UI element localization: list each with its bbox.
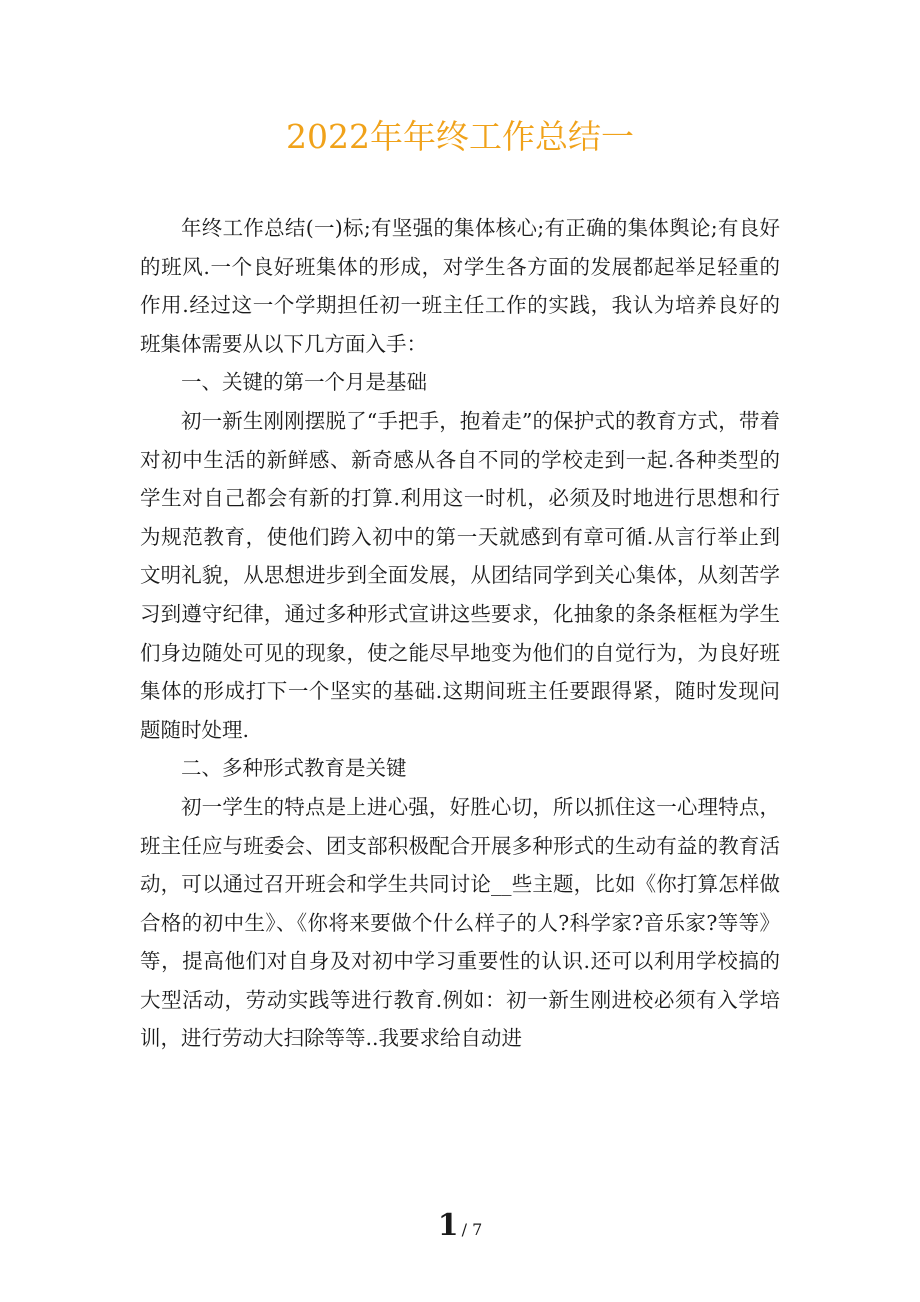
- current-page-number: 1: [437, 1208, 459, 1243]
- page-number: [0, 1206, 920, 1250]
- document-body: [140, 209, 780, 1058]
- page-separator: /: [461, 1220, 467, 1239]
- paragraph-intro: 年终工作总结(一)标;有坚强的集体核心;有正确的集体舆论;有良好的班风.一个良好班集体的形成，对学生各方面的发展都起举足轻重的作用.经过这一个学期担任初一班主任工作的实践，我认为培养良好的班集体需要从以下几方面入手：: [140, 216, 780, 356]
- paragraph-section-1: 初一新生刚刚摆脱了“手把手，抱着走”的保护式的教育方式，带着对初中生活的新鲜感、新奇感从各自不同的学校走到一起.各种类型的学生对自己都会有新的打算.利用这一时机，必须及时地进行思想和行为规范教育，使他们跨入初中的第一天就感到有章可循.从言行举止到文明礼貌，从思想进步到全面发展，从团结同学到关心集体，从刻苦学习到遵守纪律，通过多种形式宣讲这些要求，化抽象的条条框框为学生们身边随处可见的现象，使之能尽早地变为他们的自觉行为，为良好班集体的形成打下一个坚实的基础.这期间班主任要跟得紧，随时发现问题随时处理.: [140, 408, 780, 742]
- total-pages: 7: [472, 1220, 483, 1239]
- section-heading-2: 二、多种形式教育是关键: [181, 756, 407, 781]
- paragraph-section-2: 初一学生的特点是上进心强，好胜心切，所以抓住这一心理特点，班主任应与班委会、团支部积极配合开展多种形式的生动有益的教育活动，可以通过召开班会和学生共同讨论__些主题，比如《你打算怎样做合格的初中生》、《你将来要做个什么样子的人?科学家?音乐家?等等》等，提高他们对自身及对初中学习重要性的认识.还可以利用学校搞的大型活动，劳动实践等进行教育.例如：初一新生刚进校必须有入学培训，进行劳动大扫除等等..我要求给自动进: [140, 794, 780, 1051]
- section-heading-1: 一、关键的第一个月是基础: [181, 370, 427, 395]
- document-title: 2022年年终工作总结一: [286, 117, 634, 156]
